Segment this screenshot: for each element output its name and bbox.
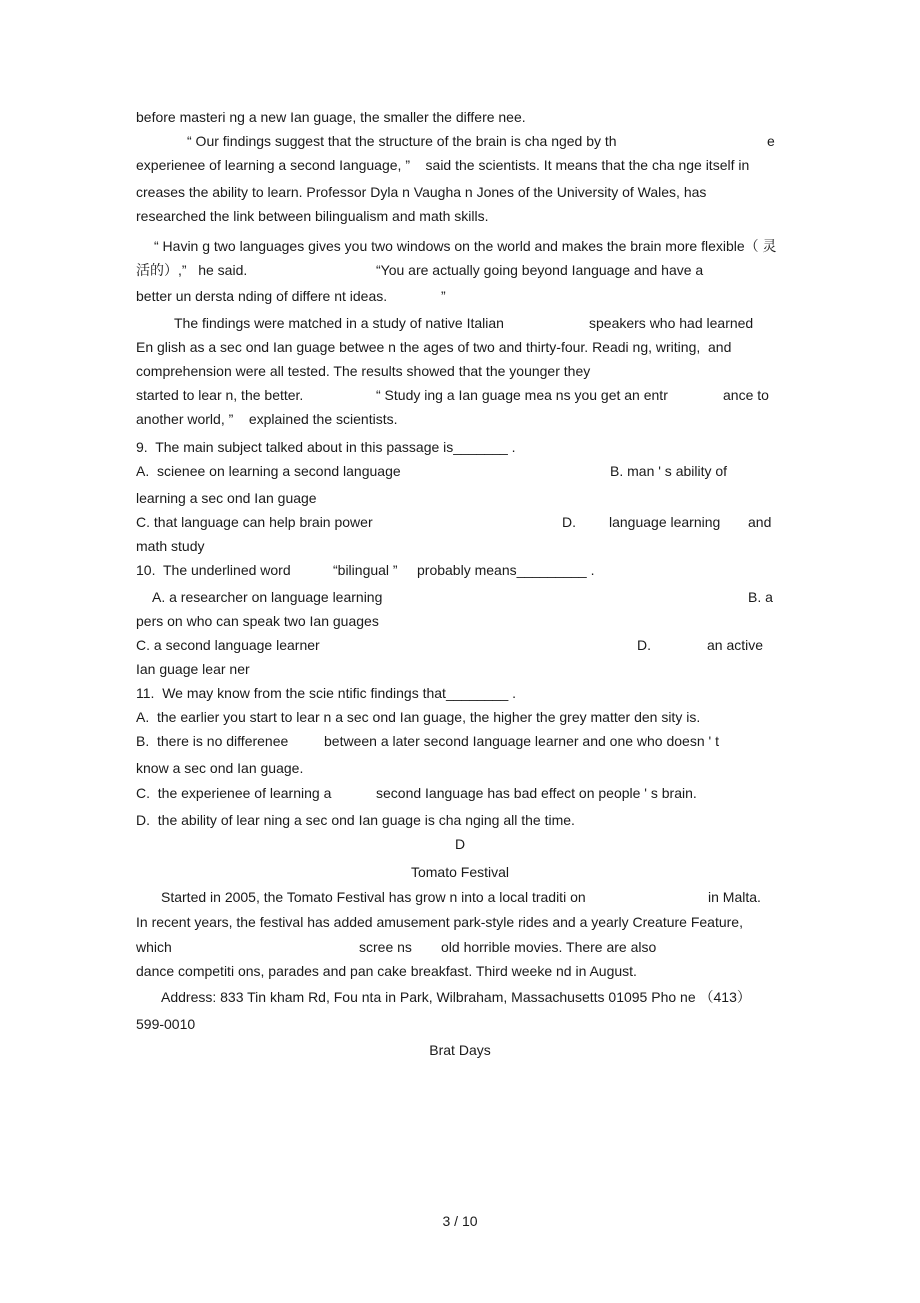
section-line: old horrible movies. There are also: [441, 939, 657, 955]
option-b: B. man ' s ability of: [610, 463, 728, 479]
passage-line: better un dersta nding of differe nt ideas.: [136, 288, 388, 304]
page-number: 3 / 10: [442, 1213, 478, 1229]
section-line: in Malta.: [708, 889, 761, 905]
question-stem: probably means_________ .: [417, 562, 595, 578]
option-b-continued: learning a sec ond Ian guage: [136, 490, 317, 506]
passage-line: another world, ” explained the scientists.: [136, 411, 398, 427]
option-d: and: [748, 514, 772, 530]
underlined-word: “bilingual ”: [333, 562, 398, 578]
question-stem: 9. The main subject talked about in this passage is_______ .: [136, 439, 516, 455]
option-d-letter: D.: [637, 637, 651, 653]
passage-line: started to lear n, the better.: [136, 387, 304, 403]
passage-line: speakers who had learned: [589, 315, 754, 331]
option-c: C. that language can help brain power: [136, 514, 373, 530]
option-b-continued: know a sec ond Ian guage.: [136, 760, 304, 776]
passage-line: experienee of learning a second Ianguage, ” said the scientists. It means that the cha nge itself in: [136, 157, 750, 173]
option-a: A. a researcher on language learning: [152, 589, 383, 605]
passage-line: comprehension were all tested. The results showed that the younger they: [136, 363, 591, 379]
passage-line: e: [767, 133, 775, 149]
option-c: second Ianguage has bad effect on people ' s brain.: [376, 785, 697, 801]
section-line: which: [136, 939, 172, 955]
address: Address: 833 Tin kham Rd, Fou nta in Park, Wilbraham, Massachusetts 01095 Pho ne （413）: [161, 989, 751, 1005]
passage-line: researched the link between bilingualism and math skills.: [136, 208, 489, 224]
option-d-continued: math study: [136, 538, 205, 554]
option-a: A. scienee on learning a second language: [136, 463, 401, 479]
passage-line: creases the ability to learn. Professor Dyla n Vaugha n Jones of the University of Wales, has: [136, 184, 707, 200]
option-d: an active: [707, 637, 764, 653]
option-d-letter: D.: [562, 514, 576, 530]
section-line: In recent years, the festival has added amusement park-style rides and a yearly Creature Feature,: [136, 914, 743, 930]
passage-line: before masteri ng a new Ian guage, the smaller the differe nee.: [136, 109, 526, 125]
section-line: Started in 2005, the Tomato Festival has grow n into a local traditi on: [161, 889, 586, 905]
option-c: C. the experienee of learning a: [136, 785, 332, 801]
option-a: A. the earlier you start to lear n a sec ond Ian guage, the higher the grey matter den sity is.: [136, 709, 701, 725]
option-b-letter: B. a: [748, 589, 773, 605]
passage-line: The findings were matched in a study of native Italian: [174, 315, 504, 331]
section-line: dance competiti ons, parades and pan cake breakfast. Third weeke nd in August.: [136, 963, 637, 979]
passage-line: “ Study ing a Ian guage mea ns you get an entr: [376, 387, 668, 403]
option-b: pers on who can speak two Ian guages: [136, 613, 379, 629]
passage-line: En glish as a sec ond Ian guage betwee n the ages of two and thirty-four. Readi ng, writing, and: [136, 339, 732, 355]
option-d-continued: Ian guage lear ner: [136, 661, 250, 677]
next-section-title: Brat Days: [429, 1042, 491, 1058]
passage-line: ance to: [723, 387, 769, 403]
passage-line: “You are actually going beyond Ianguage and have a: [376, 262, 704, 278]
question-stem: 10. The underlined word: [136, 562, 291, 578]
option-d: language learning: [609, 514, 721, 530]
phone-number: 599-0010: [136, 1016, 196, 1032]
section-line: scree ns: [359, 939, 412, 955]
section-title: Tomato Festival: [410, 864, 510, 880]
passage-line: “ Our findings suggest that the structure of the brain is cha nged by th: [187, 133, 617, 149]
section-letter: D: [454, 836, 466, 852]
option-b: B. there is no differenee: [136, 733, 289, 749]
passage-line: ”: [441, 288, 446, 304]
option-c: C. a second language learner: [136, 637, 320, 653]
question-stem: 11. We may know from the scie ntific findings that________ .: [136, 685, 517, 701]
option-d: D. the ability of lear ning a sec ond Ian guage is cha nging all the time.: [136, 812, 575, 828]
option-b: between a later second Ianguage learner and one who doesn ' t: [324, 733, 719, 749]
passage-line: “ Havin g two languages gives you two windows on the world and makes the brain more flexible（ 灵: [154, 238, 777, 254]
passage-line: 活的）,” he said.: [136, 262, 248, 278]
